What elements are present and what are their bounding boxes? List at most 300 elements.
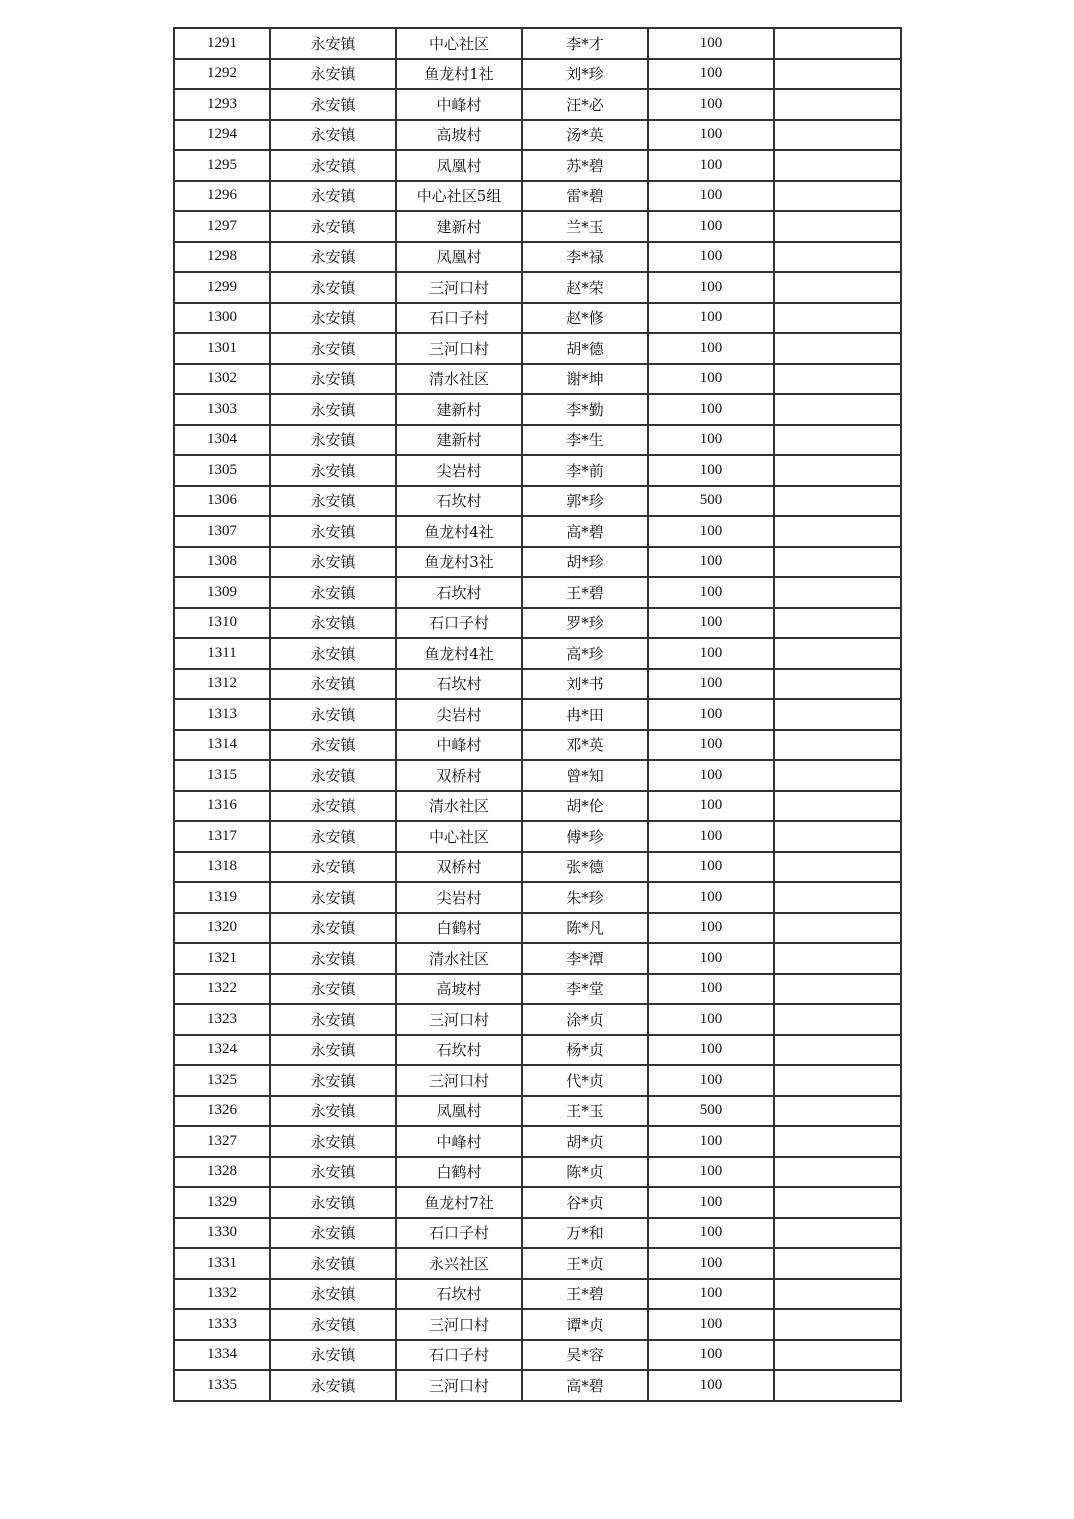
cell-person-name: 王*贞: [522, 1248, 648, 1279]
cell-village: 石口子村: [396, 303, 522, 334]
cell-town: 永安镇: [270, 1279, 396, 1310]
table-row: [174, 821, 901, 852]
cell-serial-number: 1333: [174, 1309, 270, 1340]
cell-village: 凤凰村: [396, 150, 522, 181]
cell-amount: 100: [648, 333, 774, 364]
table-row: [174, 547, 901, 578]
cell-person-name: 罗*珍: [522, 608, 648, 639]
cell-amount: 100: [648, 1279, 774, 1310]
cell-serial-number: 1311: [174, 638, 270, 669]
cell-town: 永安镇: [270, 394, 396, 425]
cell-serial-number: 1301: [174, 333, 270, 364]
cell-note: [774, 821, 901, 852]
cell-amount: 100: [648, 242, 774, 273]
cell-note: [774, 120, 901, 151]
cell-village: 建新村: [396, 211, 522, 242]
cell-town: 永安镇: [270, 913, 396, 944]
cell-amount: 100: [648, 943, 774, 974]
cell-town: 永安镇: [270, 943, 396, 974]
cell-serial-number: 1321: [174, 943, 270, 974]
cell-village: 三河口村: [396, 1004, 522, 1035]
cell-town: 永安镇: [270, 1340, 396, 1371]
cell-village: 高坡村: [396, 974, 522, 1005]
table-body: [174, 28, 901, 1401]
cell-amount: 100: [648, 791, 774, 822]
cell-serial-number: 1325: [174, 1065, 270, 1096]
cell-note: [774, 516, 901, 547]
cell-serial-number: 1295: [174, 150, 270, 181]
cell-person-name: 赵*修: [522, 303, 648, 334]
cell-person-name: 陈*凡: [522, 913, 648, 944]
cell-town: 永安镇: [270, 1096, 396, 1127]
cell-note: [774, 638, 901, 669]
table-row: [174, 394, 901, 425]
cell-serial-number: 1324: [174, 1035, 270, 1066]
cell-note: [774, 791, 901, 822]
cell-town: 永安镇: [270, 1309, 396, 1340]
cell-amount: 100: [648, 425, 774, 456]
cell-serial-number: 1332: [174, 1279, 270, 1310]
cell-note: [774, 608, 901, 639]
cell-village: 中峰村: [396, 730, 522, 761]
cell-person-name: 李*生: [522, 425, 648, 456]
cell-amount: 100: [648, 577, 774, 608]
cell-amount: 100: [648, 852, 774, 883]
cell-town: 永安镇: [270, 211, 396, 242]
cell-serial-number: 1291: [174, 28, 270, 59]
cell-note: [774, 150, 901, 181]
cell-town: 永安镇: [270, 1187, 396, 1218]
document-table-container: [173, 27, 900, 1402]
cell-village: 永兴社区: [396, 1248, 522, 1279]
table-row: [174, 791, 901, 822]
cell-town: 永安镇: [270, 516, 396, 547]
cell-amount: 100: [648, 1004, 774, 1035]
cell-town: 永安镇: [270, 821, 396, 852]
cell-village: 白鹤村: [396, 913, 522, 944]
table-row: [174, 120, 901, 151]
cell-serial-number: 1323: [174, 1004, 270, 1035]
cell-person-name: 冉*田: [522, 699, 648, 730]
cell-village: 双桥村: [396, 852, 522, 883]
cell-town: 永安镇: [270, 181, 396, 212]
cell-serial-number: 1297: [174, 211, 270, 242]
cell-person-name: 汤*英: [522, 120, 648, 151]
cell-village: 三河口村: [396, 1370, 522, 1401]
table-row: [174, 608, 901, 639]
cell-town: 永安镇: [270, 120, 396, 151]
cell-note: [774, 669, 901, 700]
table-row: [174, 1004, 901, 1035]
cell-amount: 100: [648, 669, 774, 700]
cell-town: 永安镇: [270, 425, 396, 456]
cell-village: 鱼龙村7社: [396, 1187, 522, 1218]
cell-amount: 100: [648, 1370, 774, 1401]
cell-amount: 100: [648, 59, 774, 90]
cell-amount: 100: [648, 303, 774, 334]
cell-person-name: 涂*贞: [522, 1004, 648, 1035]
cell-person-name: 汪*必: [522, 89, 648, 120]
cell-town: 永安镇: [270, 455, 396, 486]
cell-village: 石坎村: [396, 486, 522, 517]
cell-amount: 100: [648, 516, 774, 547]
cell-note: [774, 1096, 901, 1127]
cell-village: 尖岩村: [396, 699, 522, 730]
cell-amount: 100: [648, 699, 774, 730]
table-row: [174, 1218, 901, 1249]
cell-serial-number: 1320: [174, 913, 270, 944]
cell-village: 白鹤村: [396, 1157, 522, 1188]
cell-serial-number: 1335: [174, 1370, 270, 1401]
cell-note: [774, 272, 901, 303]
cell-person-name: 李*堂: [522, 974, 648, 1005]
cell-amount: 100: [648, 821, 774, 852]
cell-serial-number: 1322: [174, 974, 270, 1005]
table-row: [174, 882, 901, 913]
cell-town: 永安镇: [270, 577, 396, 608]
table-row: [174, 486, 901, 517]
cell-person-name: 雷*碧: [522, 181, 648, 212]
cell-village: 三河口村: [396, 272, 522, 303]
table-row: [174, 150, 901, 181]
cell-town: 永安镇: [270, 852, 396, 883]
cell-note: [774, 1126, 901, 1157]
cell-town: 永安镇: [270, 333, 396, 364]
table-row: [174, 577, 901, 608]
table-row: [174, 272, 901, 303]
cell-serial-number: 1319: [174, 882, 270, 913]
cell-village: 石坎村: [396, 1279, 522, 1310]
cell-amount: 100: [648, 28, 774, 59]
table-row: [174, 1096, 901, 1127]
cell-town: 永安镇: [270, 1370, 396, 1401]
cell-person-name: 高*碧: [522, 516, 648, 547]
cell-person-name: 朱*珍: [522, 882, 648, 913]
cell-town: 永安镇: [270, 1248, 396, 1279]
cell-town: 永安镇: [270, 242, 396, 273]
cell-serial-number: 1326: [174, 1096, 270, 1127]
cell-person-name: 杨*贞: [522, 1035, 648, 1066]
cell-note: [774, 1248, 901, 1279]
table-row: [174, 242, 901, 273]
cell-serial-number: 1299: [174, 272, 270, 303]
cell-town: 永安镇: [270, 1035, 396, 1066]
cell-note: [774, 1370, 901, 1401]
cell-amount: 100: [648, 455, 774, 486]
cell-village: 中心社区: [396, 821, 522, 852]
cell-amount: 100: [648, 394, 774, 425]
cell-village: 三河口村: [396, 1065, 522, 1096]
cell-town: 永安镇: [270, 28, 396, 59]
cell-town: 永安镇: [270, 638, 396, 669]
cell-town: 永安镇: [270, 974, 396, 1005]
cell-town: 永安镇: [270, 1157, 396, 1188]
cell-amount: 100: [648, 974, 774, 1005]
cell-amount: 100: [648, 1309, 774, 1340]
table-row: [174, 913, 901, 944]
cell-serial-number: 1317: [174, 821, 270, 852]
cell-note: [774, 211, 901, 242]
cell-note: [774, 303, 901, 334]
table-row: [174, 1187, 901, 1218]
table-row: [174, 1065, 901, 1096]
cell-village: 鱼龙村3社: [396, 547, 522, 578]
cell-note: [774, 394, 901, 425]
table-row: [174, 730, 901, 761]
cell-person-name: 邓*英: [522, 730, 648, 761]
cell-town: 永安镇: [270, 59, 396, 90]
cell-amount: 100: [648, 150, 774, 181]
cell-person-name: 刘*书: [522, 669, 648, 700]
table-row: [174, 333, 901, 364]
cell-serial-number: 1309: [174, 577, 270, 608]
cell-amount: 100: [648, 1035, 774, 1066]
cell-note: [774, 1309, 901, 1340]
cell-serial-number: 1330: [174, 1218, 270, 1249]
table-row: [174, 364, 901, 395]
cell-village: 三河口村: [396, 333, 522, 364]
cell-serial-number: 1298: [174, 242, 270, 273]
cell-town: 永安镇: [270, 1065, 396, 1096]
cell-town: 永安镇: [270, 1004, 396, 1035]
cell-town: 永安镇: [270, 730, 396, 761]
cell-amount: 100: [648, 364, 774, 395]
cell-village: 三河口村: [396, 1309, 522, 1340]
cell-note: [774, 1157, 901, 1188]
cell-serial-number: 1310: [174, 608, 270, 639]
cell-person-name: 苏*碧: [522, 150, 648, 181]
cell-serial-number: 1296: [174, 181, 270, 212]
cell-person-name: 王*碧: [522, 577, 648, 608]
cell-note: [774, 577, 901, 608]
table-row: [174, 89, 901, 120]
cell-person-name: 胡*伦: [522, 791, 648, 822]
cell-note: [774, 333, 901, 364]
cell-note: [774, 730, 901, 761]
table-row: [174, 852, 901, 883]
subsidy-list-table: [173, 27, 902, 1402]
cell-note: [774, 913, 901, 944]
cell-amount: 100: [648, 1218, 774, 1249]
cell-serial-number: 1306: [174, 486, 270, 517]
cell-town: 永安镇: [270, 272, 396, 303]
cell-serial-number: 1294: [174, 120, 270, 151]
cell-serial-number: 1331: [174, 1248, 270, 1279]
cell-amount: 100: [648, 730, 774, 761]
cell-village: 凤凰村: [396, 242, 522, 273]
cell-person-name: 谢*坤: [522, 364, 648, 395]
cell-person-name: 吴*容: [522, 1340, 648, 1371]
cell-amount: 100: [648, 181, 774, 212]
cell-amount: 100: [648, 1248, 774, 1279]
cell-serial-number: 1308: [174, 547, 270, 578]
cell-village: 中峰村: [396, 89, 522, 120]
cell-amount: 100: [648, 89, 774, 120]
cell-note: [774, 1340, 901, 1371]
cell-note: [774, 364, 901, 395]
cell-amount: 100: [648, 211, 774, 242]
cell-amount: 100: [648, 882, 774, 913]
cell-town: 永安镇: [270, 1218, 396, 1249]
table-row: [174, 974, 901, 1005]
cell-person-name: 万*和: [522, 1218, 648, 1249]
cell-amount: 100: [648, 913, 774, 944]
cell-amount: 100: [648, 1065, 774, 1096]
cell-village: 鱼龙村1社: [396, 59, 522, 90]
table-row: [174, 1340, 901, 1371]
cell-village: 石口子村: [396, 1340, 522, 1371]
cell-person-name: 郭*珍: [522, 486, 648, 517]
cell-person-name: 陈*贞: [522, 1157, 648, 1188]
table-row: [174, 211, 901, 242]
cell-serial-number: 1300: [174, 303, 270, 334]
cell-note: [774, 547, 901, 578]
cell-village: 高坡村: [396, 120, 522, 151]
cell-serial-number: 1329: [174, 1187, 270, 1218]
cell-serial-number: 1316: [174, 791, 270, 822]
cell-person-name: 李*禄: [522, 242, 648, 273]
cell-town: 永安镇: [270, 486, 396, 517]
cell-town: 永安镇: [270, 699, 396, 730]
cell-town: 永安镇: [270, 364, 396, 395]
cell-person-name: 傅*珍: [522, 821, 648, 852]
cell-note: [774, 181, 901, 212]
cell-person-name: 李*勤: [522, 394, 648, 425]
table-row: [174, 181, 901, 212]
table-row: [174, 516, 901, 547]
cell-amount: 100: [648, 638, 774, 669]
cell-village: 建新村: [396, 394, 522, 425]
table-row: [174, 455, 901, 486]
table-row: [174, 59, 901, 90]
cell-amount: 500: [648, 1096, 774, 1127]
cell-serial-number: 1307: [174, 516, 270, 547]
cell-note: [774, 455, 901, 486]
cell-amount: 100: [648, 608, 774, 639]
cell-village: 石坎村: [396, 577, 522, 608]
cell-serial-number: 1314: [174, 730, 270, 761]
table-row: [174, 1035, 901, 1066]
cell-amount: 100: [648, 760, 774, 791]
table-row: [174, 1279, 901, 1310]
cell-town: 永安镇: [270, 791, 396, 822]
cell-note: [774, 1065, 901, 1096]
cell-serial-number: 1334: [174, 1340, 270, 1371]
cell-serial-number: 1293: [174, 89, 270, 120]
cell-town: 永安镇: [270, 303, 396, 334]
cell-village: 尖岩村: [396, 882, 522, 913]
cell-village: 中峰村: [396, 1126, 522, 1157]
cell-town: 永安镇: [270, 608, 396, 639]
table-row: [174, 669, 901, 700]
cell-serial-number: 1305: [174, 455, 270, 486]
cell-amount: 100: [648, 1340, 774, 1371]
cell-person-name: 王*碧: [522, 1279, 648, 1310]
cell-serial-number: 1292: [174, 59, 270, 90]
cell-town: 永安镇: [270, 669, 396, 700]
cell-note: [774, 1187, 901, 1218]
cell-serial-number: 1327: [174, 1126, 270, 1157]
cell-serial-number: 1328: [174, 1157, 270, 1188]
table-row: [174, 303, 901, 334]
cell-person-name: 胡*珍: [522, 547, 648, 578]
cell-village: 中心社区: [396, 28, 522, 59]
cell-serial-number: 1318: [174, 852, 270, 883]
table-row: [174, 1248, 901, 1279]
cell-serial-number: 1303: [174, 394, 270, 425]
cell-village: 清水社区: [396, 364, 522, 395]
cell-person-name: 兰*玉: [522, 211, 648, 242]
cell-village: 鱼龙村4社: [396, 638, 522, 669]
cell-amount: 500: [648, 486, 774, 517]
cell-serial-number: 1313: [174, 699, 270, 730]
cell-person-name: 张*德: [522, 852, 648, 883]
cell-amount: 100: [648, 547, 774, 578]
cell-note: [774, 1004, 901, 1035]
cell-village: 尖岩村: [396, 455, 522, 486]
cell-amount: 100: [648, 1157, 774, 1188]
table-row: [174, 425, 901, 456]
cell-note: [774, 852, 901, 883]
cell-person-name: 李*前: [522, 455, 648, 486]
cell-village: 建新村: [396, 425, 522, 456]
cell-village: 石口子村: [396, 1218, 522, 1249]
table-row: [174, 1157, 901, 1188]
cell-note: [774, 28, 901, 59]
cell-person-name: 曾*知: [522, 760, 648, 791]
cell-person-name: 王*玉: [522, 1096, 648, 1127]
cell-note: [774, 486, 901, 517]
cell-note: [774, 59, 901, 90]
cell-town: 永安镇: [270, 882, 396, 913]
cell-town: 永安镇: [270, 1126, 396, 1157]
cell-person-name: 胡*德: [522, 333, 648, 364]
cell-person-name: 李*潭: [522, 943, 648, 974]
cell-town: 永安镇: [270, 760, 396, 791]
cell-note: [774, 425, 901, 456]
cell-person-name: 李*才: [522, 28, 648, 59]
table-row: [174, 760, 901, 791]
cell-note: [774, 760, 901, 791]
cell-amount: 100: [648, 120, 774, 151]
cell-note: [774, 974, 901, 1005]
cell-person-name: 谷*贞: [522, 1187, 648, 1218]
table-row: [174, 638, 901, 669]
cell-note: [774, 943, 901, 974]
cell-village: 双桥村: [396, 760, 522, 791]
cell-person-name: 谭*贞: [522, 1309, 648, 1340]
cell-village: 鱼龙村4社: [396, 516, 522, 547]
table-row: [174, 699, 901, 730]
cell-note: [774, 1035, 901, 1066]
cell-note: [774, 699, 901, 730]
cell-person-name: 高*珍: [522, 638, 648, 669]
cell-person-name: 赵*荣: [522, 272, 648, 303]
cell-amount: 100: [648, 1126, 774, 1157]
cell-serial-number: 1312: [174, 669, 270, 700]
cell-amount: 100: [648, 1187, 774, 1218]
cell-village: 石坎村: [396, 1035, 522, 1066]
cell-note: [774, 1279, 901, 1310]
cell-village: 石坎村: [396, 669, 522, 700]
cell-village: 中心社区5组: [396, 181, 522, 212]
table-row: [174, 1309, 901, 1340]
cell-village: 凤凰村: [396, 1096, 522, 1127]
cell-note: [774, 1218, 901, 1249]
cell-amount: 100: [648, 272, 774, 303]
cell-village: 清水社区: [396, 943, 522, 974]
cell-village: 石口子村: [396, 608, 522, 639]
